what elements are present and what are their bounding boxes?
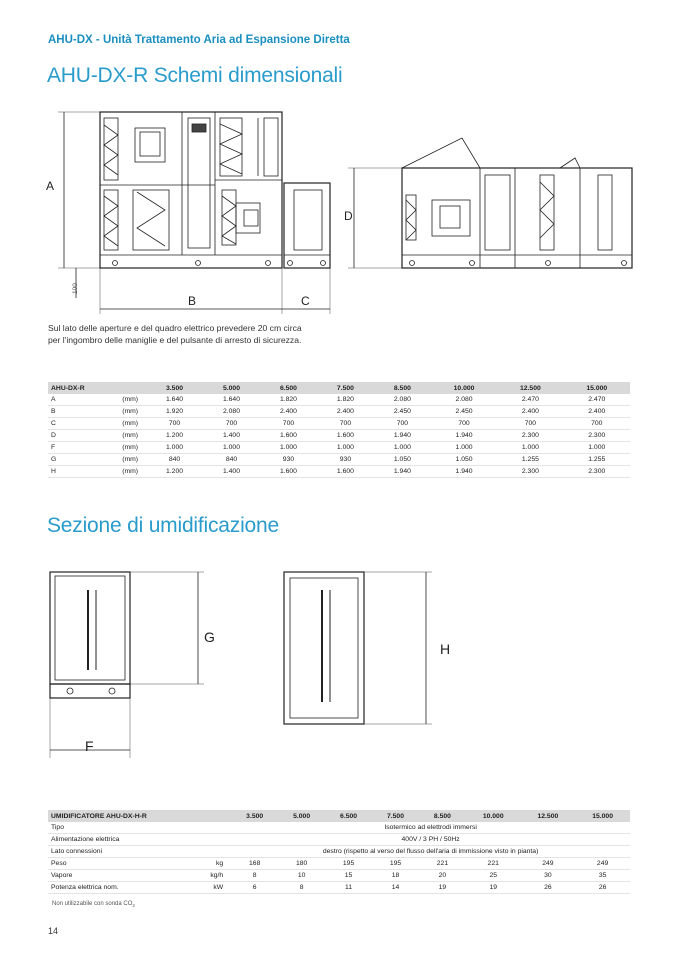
row-label: Potenza elettrica nom. bbox=[48, 882, 186, 894]
row-label: A bbox=[48, 394, 77, 406]
cell-value: 930 bbox=[260, 454, 317, 466]
cell-value: 19 bbox=[419, 882, 466, 894]
size-header: 6.500 bbox=[325, 810, 372, 822]
row-unit: (mm) bbox=[77, 430, 146, 442]
cell-value: 700 bbox=[431, 418, 497, 430]
note-line-1: Sul lato delle aperture e del quadro elettrico prevedere 20 cm circa bbox=[48, 323, 302, 333]
cell-value: 930 bbox=[317, 454, 374, 466]
cell-value: 400V / 3 PH / 50Hz bbox=[231, 834, 630, 846]
row-label: H bbox=[48, 466, 77, 478]
cell-value: 1.000 bbox=[317, 442, 374, 454]
dimension-drawing bbox=[0, 0, 678, 320]
table-row bbox=[48, 442, 630, 454]
table-row bbox=[48, 406, 630, 418]
table-row bbox=[48, 858, 630, 870]
cell-value: 2.080 bbox=[203, 406, 260, 418]
cell-value: 11 bbox=[325, 882, 372, 894]
page-number: 14 bbox=[48, 926, 59, 936]
cell-value: 1.000 bbox=[374, 442, 431, 454]
row-label: B bbox=[48, 406, 77, 418]
size-header: 12.500 bbox=[497, 382, 563, 394]
cell-value: 1.000 bbox=[497, 442, 563, 454]
table-header-model: UMIDIFICATORE AHU-DX-H-R bbox=[48, 810, 231, 822]
cell-value: 1.600 bbox=[260, 466, 317, 478]
cell-value: 2.300 bbox=[564, 466, 630, 478]
cell-value: 2.400 bbox=[260, 406, 317, 418]
cell-value: 700 bbox=[374, 418, 431, 430]
cell-value: 1.050 bbox=[374, 454, 431, 466]
cell-value: 2.400 bbox=[317, 406, 374, 418]
size-header: 3.500 bbox=[231, 810, 278, 822]
cell-value: 8 bbox=[278, 882, 325, 894]
cell-value: 15 bbox=[325, 870, 372, 882]
section-title-humidifier: Sezione di umidificazione bbox=[47, 514, 279, 537]
size-header: 6.500 bbox=[260, 382, 317, 394]
row-label: C bbox=[48, 418, 77, 430]
row-label: F bbox=[48, 442, 77, 454]
row-unit: kg/h bbox=[186, 870, 231, 882]
cell-value: 700 bbox=[317, 418, 374, 430]
dim-label-100: 100 bbox=[72, 283, 79, 294]
cell-value: 195 bbox=[372, 858, 419, 870]
humidifier-table bbox=[48, 810, 630, 894]
cell-value: 168 bbox=[231, 858, 278, 870]
size-header: 7.500 bbox=[317, 382, 374, 394]
cell-value: 1.920 bbox=[146, 406, 203, 418]
note-line-2: per l'ingombro delle maniglie e del pulsante di arresto di sicurezza. bbox=[48, 335, 302, 345]
cell-value: 14 bbox=[372, 882, 419, 894]
cell-value: 18 bbox=[372, 870, 419, 882]
dim-label-f: F bbox=[85, 738, 94, 754]
cell-value: 700 bbox=[497, 418, 563, 430]
cell-value: 1.940 bbox=[431, 430, 497, 442]
cell-value: 2.450 bbox=[374, 406, 431, 418]
cell-value: 700 bbox=[146, 418, 203, 430]
row-label: G bbox=[48, 454, 77, 466]
cell-value: 700 bbox=[203, 418, 260, 430]
dim-label-b: B bbox=[188, 294, 197, 308]
cell-value: 1.255 bbox=[497, 454, 563, 466]
cell-value: 1.940 bbox=[374, 430, 431, 442]
cell-value: 1.600 bbox=[317, 430, 374, 442]
cell-value: 840 bbox=[146, 454, 203, 466]
cell-value: 2.300 bbox=[497, 466, 563, 478]
cell-value: 19 bbox=[466, 882, 521, 894]
table-row bbox=[48, 418, 630, 430]
cell-value: 700 bbox=[260, 418, 317, 430]
cell-value: 2.400 bbox=[497, 406, 563, 418]
cell-value: 1.200 bbox=[146, 466, 203, 478]
table-row bbox=[48, 430, 630, 442]
cell-value: 221 bbox=[419, 858, 466, 870]
cell-value: 2.400 bbox=[564, 406, 630, 418]
cell-value: 1.000 bbox=[260, 442, 317, 454]
row-label: Alimentazione elettrica bbox=[48, 834, 231, 846]
size-header: 12.500 bbox=[521, 810, 576, 822]
dim-label-c: C bbox=[301, 294, 310, 308]
cell-value: 1.000 bbox=[564, 442, 630, 454]
cell-value: 30 bbox=[521, 870, 576, 882]
cell-value: 1.640 bbox=[146, 394, 203, 406]
cell-value: 2.450 bbox=[431, 406, 497, 418]
cell-value: 2.080 bbox=[431, 394, 497, 406]
cell-value: 700 bbox=[564, 418, 630, 430]
table-row bbox=[48, 846, 630, 858]
cell-value: 1.600 bbox=[317, 466, 374, 478]
cell-value: 1.000 bbox=[431, 442, 497, 454]
row-unit: (mm) bbox=[77, 442, 146, 454]
row-unit: (mm) bbox=[77, 454, 146, 466]
size-header: 15.000 bbox=[575, 810, 630, 822]
cell-value: 1.400 bbox=[203, 466, 260, 478]
cell-value: 1.640 bbox=[203, 394, 260, 406]
cell-value: 195 bbox=[325, 858, 372, 870]
dim-label-a: A bbox=[46, 179, 55, 193]
row-unit: (mm) bbox=[77, 466, 146, 478]
cell-value: 1.940 bbox=[431, 466, 497, 478]
cell-value: 1.400 bbox=[203, 430, 260, 442]
cell-value: 249 bbox=[575, 858, 630, 870]
row-label: D bbox=[48, 430, 77, 442]
dim-label-d: D bbox=[344, 209, 353, 223]
table-row bbox=[48, 870, 630, 882]
cell-value: 1.255 bbox=[564, 454, 630, 466]
cell-value: 1.940 bbox=[374, 466, 431, 478]
table-row bbox=[48, 822, 630, 834]
cell-value: 1.600 bbox=[260, 430, 317, 442]
table-row bbox=[48, 454, 630, 466]
cell-value: 2.300 bbox=[497, 430, 563, 442]
cell-value: 2.470 bbox=[497, 394, 563, 406]
cell-value: 1.200 bbox=[146, 430, 203, 442]
cell-value: 1.820 bbox=[260, 394, 317, 406]
dim-label-h: H bbox=[440, 641, 451, 657]
table-row bbox=[48, 394, 630, 406]
size-header: 10.000 bbox=[466, 810, 521, 822]
cell-value: 840 bbox=[203, 454, 260, 466]
cell-value: 20 bbox=[419, 870, 466, 882]
cell-value: 249 bbox=[521, 858, 576, 870]
cell-value: 1.000 bbox=[203, 442, 260, 454]
table-row bbox=[48, 882, 630, 894]
row-label: Peso bbox=[48, 858, 186, 870]
installation-note bbox=[48, 322, 368, 346]
row-unit: (mm) bbox=[77, 394, 146, 406]
cell-value: 2.470 bbox=[564, 394, 630, 406]
size-header: 5.000 bbox=[278, 810, 325, 822]
cell-value: 1.050 bbox=[431, 454, 497, 466]
footnote: Non utilizzabile con sonda $CO_2$ bbox=[52, 901, 135, 909]
cell-value: 10 bbox=[278, 870, 325, 882]
dimensions-table bbox=[48, 382, 630, 478]
size-header: 5.000 bbox=[203, 382, 260, 394]
cell-value: 221 bbox=[466, 858, 521, 870]
cell-value: 2.300 bbox=[564, 430, 630, 442]
dim-label-g: G bbox=[204, 629, 215, 645]
cell-value: 6 bbox=[231, 882, 278, 894]
size-header: 7.500 bbox=[372, 810, 419, 822]
cell-value: destro (rispetto al verso del flusso dell'aria di immissione visto in pianta) bbox=[231, 846, 630, 858]
row-label: Lato connessioni bbox=[48, 846, 231, 858]
cell-value: 2.080 bbox=[374, 394, 431, 406]
row-unit: (mm) bbox=[77, 406, 146, 418]
humidifier-drawing bbox=[0, 560, 678, 760]
section-title-dimensions: AHU-DX-R Schemi dimensionali bbox=[47, 64, 343, 87]
cell-value: 26 bbox=[521, 882, 576, 894]
size-header: 15.000 bbox=[564, 382, 630, 394]
cell-value: 1.820 bbox=[317, 394, 374, 406]
size-header: 8.500 bbox=[419, 810, 466, 822]
cell-value: 26 bbox=[575, 882, 630, 894]
cell-value: Isotermico ad elettrodi immersi bbox=[231, 822, 630, 834]
cell-value: 35 bbox=[575, 870, 630, 882]
cell-value: 25 bbox=[466, 870, 521, 882]
cell-value: 8 bbox=[231, 870, 278, 882]
running-header: AHU-DX - Unità Trattamento Aria ad Espansione Diretta bbox=[48, 34, 350, 46]
table-row bbox=[48, 466, 630, 478]
cell-value: 1.000 bbox=[146, 442, 203, 454]
row-unit: kW bbox=[186, 882, 231, 894]
row-unit: (mm) bbox=[77, 418, 146, 430]
row-label: Tipo bbox=[48, 822, 231, 834]
table-row bbox=[48, 834, 630, 846]
cell-value: 180 bbox=[278, 858, 325, 870]
row-label: Vapore bbox=[48, 870, 186, 882]
row-unit: kg bbox=[186, 858, 231, 870]
size-header: 10.000 bbox=[431, 382, 497, 394]
size-header: 3.500 bbox=[146, 382, 203, 394]
size-header: 8.500 bbox=[374, 382, 431, 394]
table-header-model: AHU-DX-R bbox=[48, 382, 146, 394]
